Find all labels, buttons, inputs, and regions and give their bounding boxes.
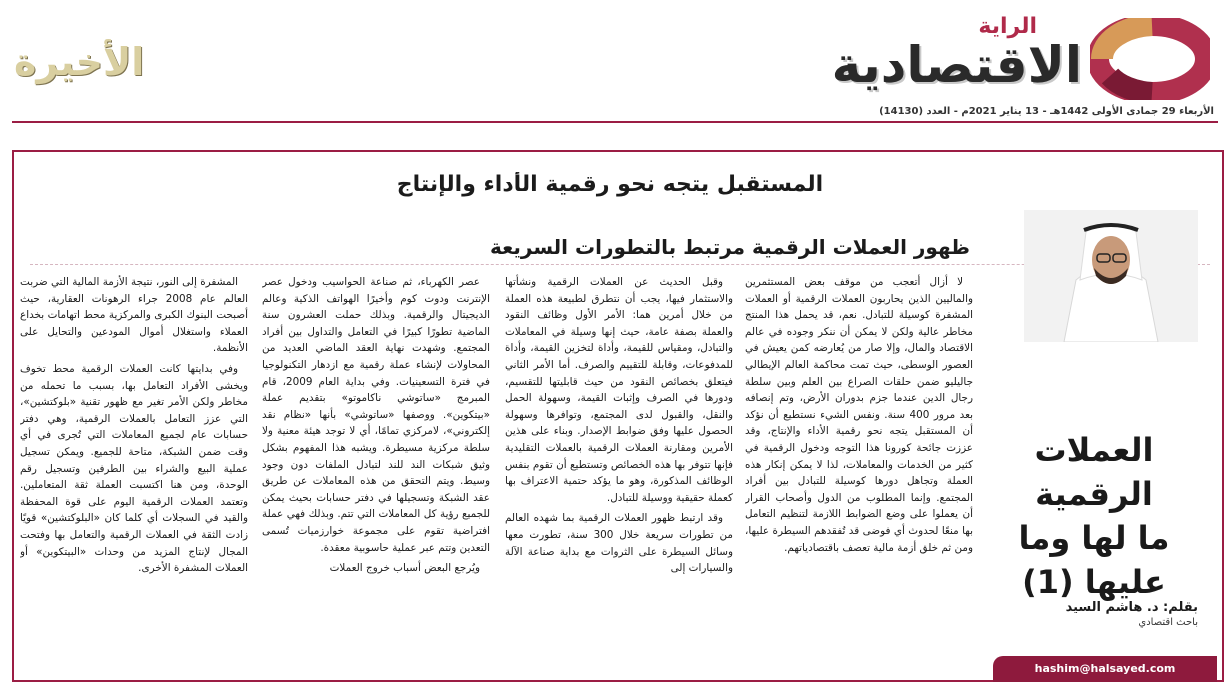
paragraph: وفي بدايتها كانت العملات الرقمية محط تخوف ويخشى الأفراد التعامل بها، بسبب ما تحمله من مخاطر ولكن الأمر تغير مع ظهور تقنية «بلوكتشين»، التي عزز التعامل بالعملات الرقمية، وهي دفتر حسابات عام لجميع المعاملات التي تُجرى في أي وقت ضمن الشبكة، متاحة للجميع. ويمكن تسجيل عملية البيع والشراء بين الطرفين وتسجيل رقم الوحدة، ومن هنا اكتسبت العملة ثقة المتعاملين. وتعتمد العملات الرقمية اليوم على قوة المحفظة والقيد في السجلات أي كلما كان «البلوكتشين» قويًا زادت الثقة في العملات الرقمية والتعامل بها وفتحت المجال لإنتاج المزيد من وحدات «البيتكوين» أو العملات المشفرة الأخرى. (20, 362, 248, 575)
paragraph: المشفرة إلى النور، نتيجة الأزمة المالية التي ضربت العالم عام 2008 جراء الرهونات العقارية، حيث أصبحت البنوك الكبرى والمركزية محط اتهامات بخداع العملاء واستغلال أموال المودعين والتحايل على الأنظمة. (20, 276, 248, 355)
last-page-label: الأخيرة (14, 40, 145, 84)
paragraph: ويُرجع البعض أسباب خروج العملات (329, 562, 480, 575)
column-3 (262, 274, 490, 674)
column-4 (20, 274, 248, 674)
dateline: الأربعاء 29 جمادى الأولى 1442هـ - 13 يناير 2021م - العدد (14130) (12, 106, 1218, 123)
logo-title: الاقتصادية (831, 36, 1082, 94)
column-2 (505, 274, 733, 674)
headline-main: المستقبل يتجه نحو رقمية الأداء والإنتاج (396, 172, 824, 197)
article-title-line2: ما لها وما عليها (1) (1018, 519, 1170, 601)
magazine-logo-ring-icon (1090, 18, 1210, 100)
author-email[interactable]: hashim@halsayed.com (993, 656, 1217, 682)
logo-small-text: الراية (978, 14, 1037, 39)
paragraph: عصر الكهرباء، ثم صناعة الحواسيب ودخول عصر الإنترنت ودوت كوم وأخيرًا الهواتف الذكية وعالم الديجيتال والرقمية. وبذلك حملت العشرون سنة الماضية تطورًا كبيرًا في التعامل والتداول بين أفراد المجتمع. وشهدت نهاية العقد الماضي العديد من المحاولات لإنشاء عملة رقمية مع ازدهار التكنولوجيا في فترة التسعينيات. وفي بداية العام 2009، قام المبرمج «ساتوشي ناكاموتو» بتقديم عملة «بيتكوين». ووصفها «ساتوشي» بأنها «نظام نقد إلكتروني»، لامركزي تمامًا، أي لا توجد هيئة معنية ولا سلطة مركزية مسيطرة. ويشبه هذا المفهوم بشكل وثيق شبكات الند للند لتبادل الملفات دون وجود وسيط. ويتم التحقق من هذه المعاملات عن طريق عقد الشبكة وتسجيلها في دفتر حسابات بحيث يمكن للجميع رؤية كل المعاملات التي تتم. وبذلك فهي عملة افتراضية تقوم على مجموعة خوارزميات تُسمى التعدين وتتم عبر عملية حاسوبية معقدة. (262, 276, 490, 554)
article-title-line1: العملات الرقمية (1034, 431, 1154, 513)
paragraph: وقد ارتبط ظهور العملات الرقمية بما شهده العالم من تطورات سريعة خلال 300 سنة، تطورت معها وسائل السيطرة على الثروات مع بداية صناعة الآلة والسيارات إلى (505, 512, 733, 575)
author-portrait (1024, 210, 1198, 342)
byline (978, 600, 1198, 628)
paragraph: وقبل الحديث عن العملات الرقمية ونشأتها والاستثمار فيها، يجب أن نتطرق لطبيعة هذه العملة من خلال أمرين هما: الأمر الأول وظائف النقود والعملة بصفة عامة، حيث إنها وسيلة في المعاملات والتبادل، ومقياس للقيمة، وأداة لتخزين القيمة، وأداة للمدفوعات، وقابلة للتقييم والصرف. أما الأمر الثاني فيتعلق بخصائص النقود من حيث قابليتها للتقسيم، ودورها في الصرف وإثبات القيمة، وسهولة الحمل والنقل، والقبول لدى المجتمع، وتوافرها وسهولة الحصول عليها وفق ضوابط الإصدار. وبناء على هذين الأمرين ومقارنة العملات الرقمية بالعملات التقليدية فإنها تتوفر بها هذه الخصائص وتستطيع أن تقوم بنفس الوظائف المذكورة، وهو ما يؤكد حتمية الاعتراف بها كعملة حقيقية ووسيلة للتبادل. (505, 276, 733, 504)
column-1 (745, 274, 973, 674)
author-name: بقلم: د. هاشم السيد (1065, 600, 1198, 615)
masthead (0, 0, 1232, 120)
article-title-box (975, 428, 1213, 601)
headline-sub: ظهور العملات الرقمية مرتبط بالتطورات السريعة (489, 235, 970, 259)
author-role: باحث اقتصادي (1138, 617, 1198, 628)
paragraph: لا أزال أتعجب من موقف بعض المستثمرين والماليين الذين يحاربون العملات الرقمية أو العملات المشفرة كوسيلة للتبادل. نعم، قد يحمل هذا المنتج مخاطر عالية ولكن لا يمكن أن ننكر وجوده في عالم الاقتصاد والمال، وإلا صار من يُعارضه كمن يعيش في العصور الوسطى، حيث تمت محاكمة العالم الإيطالي جاليليو ضمن حلقات الصراع بين العلم وبين سلطة رجال الدين عندما جزم بدوران الأرض، وتم إنصافه بعد مرور 400 سنة. ونفس الشيء نستطيع أن نؤكد أن المستقبل يتجه نحو رقمية الأداء والإنتاج، وقد عززت جائحة كورونا هذا التوجه ودخول الرقمية في كثير من الخدمات والمعاملات، لذا لا يمكن إنكار هذه العملة وتجاهل دورها كوسيلة للتبادل بين أفراد المجتمع. وإنما المطلوب من الدول وأصحاب القرار أن يعملوا على وضع الضوابط اللازمة لتنظيم التعامل بها منعًا لحدوث أي فوضى قد تُفقدهم السيطرة عليها، ومن ثم خلق أزمة مالية تعصف باقتصادياتهم. (745, 276, 973, 554)
